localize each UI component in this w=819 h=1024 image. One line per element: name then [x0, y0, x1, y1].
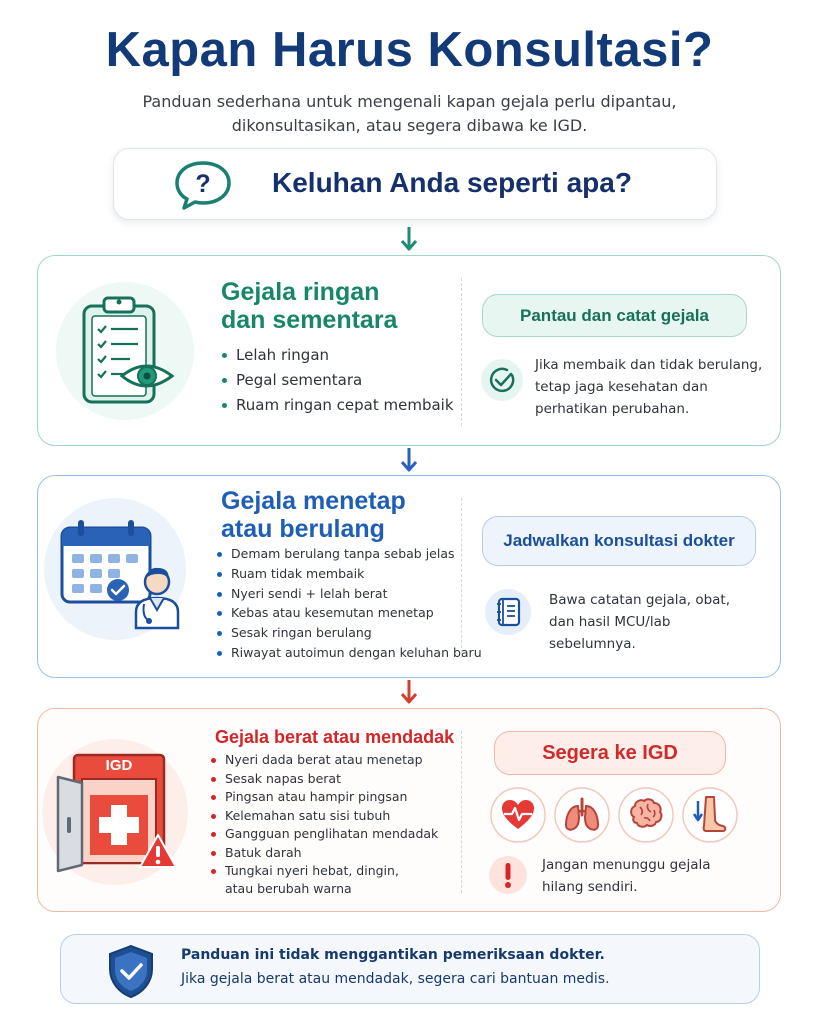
persistent-title-line-1: Gejala menetap: [221, 487, 406, 515]
calendar-doctor-icon: [58, 516, 184, 632]
igd-door-label: IGD: [105, 757, 133, 774]
subtitle-line-2: dikonsultasikan, atau segera dibawa ke IGD.: [231, 116, 588, 135]
mild-note-line-3: perhatikan perubahan.: [535, 401, 690, 417]
list-item: Demam berulang tanpa sebab jelas: [216, 544, 482, 564]
list-item: Kelemahan satu sisi tubuh: [210, 807, 438, 826]
severe-card-title: Gejala berat atau mendadak: [215, 727, 455, 747]
clipboard-eye-icon: [78, 294, 178, 410]
page-subtitle: [60, 90, 759, 138]
arrow-down-icon: [399, 226, 419, 252]
arrow-down-icon: [399, 679, 419, 705]
action-consult-badge: Jadwalkan konsultasi dokter: [482, 516, 756, 566]
card-divider: [461, 731, 462, 893]
mild-symptoms-card: [37, 255, 781, 446]
arrow-down-icon: [399, 447, 419, 473]
list-item: Sesak ringan berulang: [216, 623, 482, 643]
disclaimer-banner: [60, 934, 760, 1004]
leg-icon: [682, 787, 738, 843]
question-text: Keluhan Anda seperti apa?: [272, 167, 632, 198]
question-box: [113, 148, 717, 220]
mild-note-line-2: tetap jaga kesehatan dan: [535, 379, 708, 395]
severe-note-line-2: hilang sendiri.: [542, 879, 638, 895]
list-item-continuation: atau berubah warna: [225, 880, 352, 896]
list-item: Ruam tidak membaik: [216, 564, 482, 584]
page-title: Kapan Harus Konsultasi?: [105, 23, 714, 77]
notebook-icon: [484, 588, 532, 636]
severe-symptom-list: [210, 751, 438, 897]
list-item: Gangguan penglihatan mendadak: [210, 825, 438, 844]
severe-note-line-1: Jangan menunggu gejala: [542, 857, 711, 873]
list-item: Nyeri dada berat atau menetap: [210, 751, 438, 770]
brain-icon: [618, 787, 674, 843]
persistent-card-title: [221, 487, 406, 543]
disclaimer-line-2: Jika gejala berat atau mendadak, segera cari bantuan medis.: [181, 971, 610, 987]
mild-card-title: [221, 278, 397, 334]
mild-symptom-list: [221, 343, 454, 418]
list-item: Tungkai nyeri hebat, dingin,: [210, 862, 438, 881]
exclamation-icon: [488, 855, 528, 895]
mild-note-line-1: Jika membaik dan tidak berulang,: [535, 357, 763, 373]
persistent-note: [549, 589, 730, 655]
list-item: Sesak napas berat: [210, 770, 438, 789]
mild-title-line-2: dan sementara: [221, 306, 398, 334]
disclaimer-line-1: Panduan ini tidak menggantikan pemeriksaan dokter.: [181, 947, 605, 963]
card-divider: [461, 278, 462, 426]
action-monitor-badge: Pantau dan catat gejala: [482, 294, 747, 337]
list-item: Lelah ringan: [221, 343, 454, 368]
card-divider: [461, 498, 462, 658]
question-bubble-icon: [172, 159, 234, 211]
list-item: Kebas atau kesemutan menetap: [216, 603, 482, 623]
persistent-title-line-2: atau berulang: [221, 515, 385, 543]
persistent-note-line-1: Bawa catatan gejala, obat,: [549, 592, 731, 608]
list-item: Ruam ringan cepat membaik: [221, 393, 454, 418]
shield-check-icon: [105, 943, 157, 999]
persistent-symptoms-card: [37, 475, 781, 678]
mild-title-line-1: Gejala ringan: [221, 278, 380, 306]
mild-note: [535, 354, 762, 420]
subtitle-line-1: Panduan sederhana untuk mengenali kapan gejala perlu dipantau,: [142, 92, 677, 111]
list-item: Pegal sementara: [221, 368, 454, 393]
lungs-icon: [554, 787, 610, 843]
persistent-note-line-2: dan hasil MCU/lab: [549, 614, 671, 630]
severe-symptoms-card: [37, 708, 781, 912]
list-item: Riwayat autoimun dengan keluhan baru: [216, 643, 482, 663]
persistent-symptom-list: [216, 544, 482, 663]
list-item: Pingsan atau hampir pingsan: [210, 788, 438, 807]
list-item: Batuk darah: [210, 844, 438, 863]
svg-text:?: ?: [195, 170, 211, 198]
check-circle-icon: [480, 358, 524, 402]
heart-pulse-icon: [490, 787, 546, 843]
list-item: Nyeri sendi + lelah berat: [216, 584, 482, 604]
persistent-note-line-3: sebelumnya.: [549, 636, 636, 652]
severe-note: [542, 854, 711, 898]
action-emergency-badge: Segera ke IGD: [494, 731, 726, 775]
